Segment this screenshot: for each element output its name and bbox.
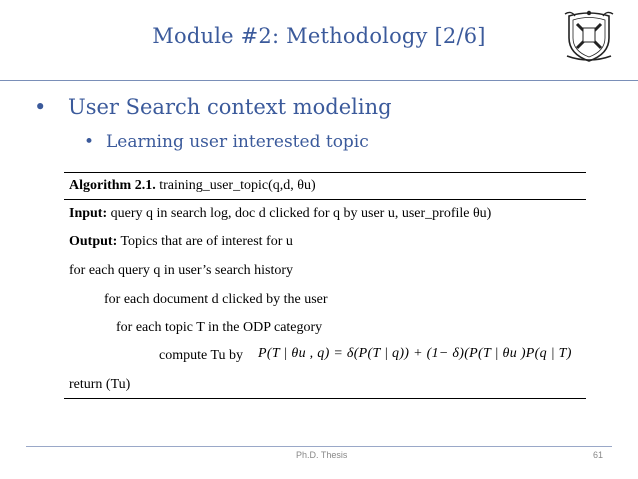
algorithm-header-rule bbox=[64, 199, 586, 200]
probability-formula: P(T | θu , q) = δ(P(T | q)) + (1− δ)(P(T | θu )P(q | T) bbox=[258, 346, 572, 361]
footer-divider bbox=[26, 446, 612, 447]
algorithm-label: Algorithm 2.1. bbox=[69, 178, 156, 193]
title-divider bbox=[0, 80, 638, 81]
bullet-dot: • bbox=[34, 95, 47, 119]
slide-title: Module #2: Methodology [2/6] bbox=[152, 24, 486, 48]
footer-thesis: Ph.D. Thesis bbox=[296, 450, 348, 460]
algorithm-signature: training_user_topic(q,d, θu) bbox=[155, 178, 316, 193]
output-label: Output: bbox=[69, 234, 118, 249]
bullet-learning-topic bbox=[84, 132, 369, 152]
output-text: Topics that are of interest for u bbox=[117, 234, 293, 249]
bullet-dot: • bbox=[84, 132, 95, 152]
algorithm-header bbox=[69, 178, 316, 194]
algorithm-top-rule bbox=[64, 172, 586, 173]
university-crest-icon bbox=[561, 8, 617, 64]
footer-page-number: 61 bbox=[593, 450, 604, 460]
bullet-user-search-context bbox=[34, 95, 392, 119]
algorithm-output bbox=[69, 234, 293, 250]
algorithm-line-document-loop: for each document d clicked by the user bbox=[104, 292, 328, 307]
algorithm-input bbox=[69, 206, 491, 222]
algorithm-bottom-rule bbox=[64, 398, 586, 399]
algorithm-line-topic-loop: for each topic T in the ODP category bbox=[116, 320, 323, 335]
input-label: Input: bbox=[69, 206, 108, 221]
bullet-text: User Search context modeling bbox=[68, 95, 392, 119]
algorithm-line-return: return (Tu) bbox=[69, 377, 131, 392]
algorithm-line-query-loop: for each query q in user’s search history bbox=[69, 263, 294, 278]
input-text: query q in search log, doc d clicked for q by user u, user_profile θu) bbox=[107, 206, 492, 221]
bullet-text: Learning user interested topic bbox=[106, 132, 369, 152]
algorithm-line-compute: compute Tu by bbox=[159, 348, 244, 363]
